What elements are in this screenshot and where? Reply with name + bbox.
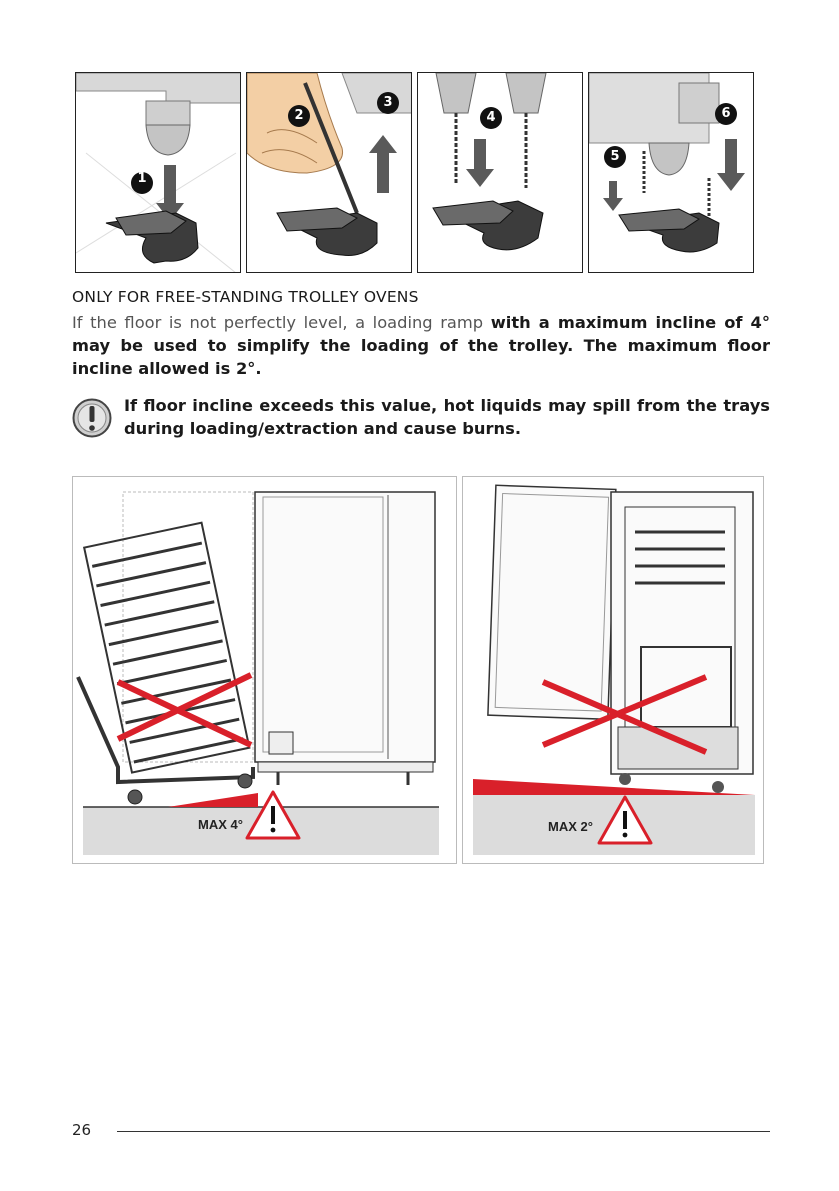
page-number: 26 (72, 1121, 92, 1139)
step-number-4: 4 (486, 110, 496, 125)
step-number-3: 3 (383, 95, 393, 110)
figure-floor-2deg (462, 476, 764, 864)
step-panel-1 (75, 72, 241, 273)
max-2-label: MAX 2° (548, 819, 593, 834)
step-number-5: 5 (610, 149, 620, 164)
step-number-1: 1 (137, 171, 147, 186)
step-panel-2 (246, 72, 412, 273)
figure-ramp-4deg (72, 476, 457, 864)
warning-text: If floor incline exceeds this value, hot liquids may spill from the trays during loading/extraction and cause burns. (124, 396, 770, 438)
step-number-2: 2 (294, 108, 304, 123)
paragraph-bold: with a maximum incline of 4° may be used to simplify the loading of the trolley. The maximum floor incline allowed is 2°. (72, 313, 771, 378)
section-heading: ONLY FOR FREE-STANDING TROLLEY OVENS (72, 288, 419, 306)
exclamation-icon (72, 398, 112, 438)
step-panel-3 (417, 72, 583, 273)
paragraph-intro: If the floor is not perfectly level, a loading ramp (72, 313, 491, 332)
footer-divider (117, 1131, 770, 1132)
max-4-label: MAX 4° (198, 817, 243, 832)
installation-steps (75, 72, 755, 275)
step-panel-4 (588, 72, 754, 273)
incline-paragraph (72, 311, 770, 380)
step-number-6: 6 (721, 106, 731, 121)
